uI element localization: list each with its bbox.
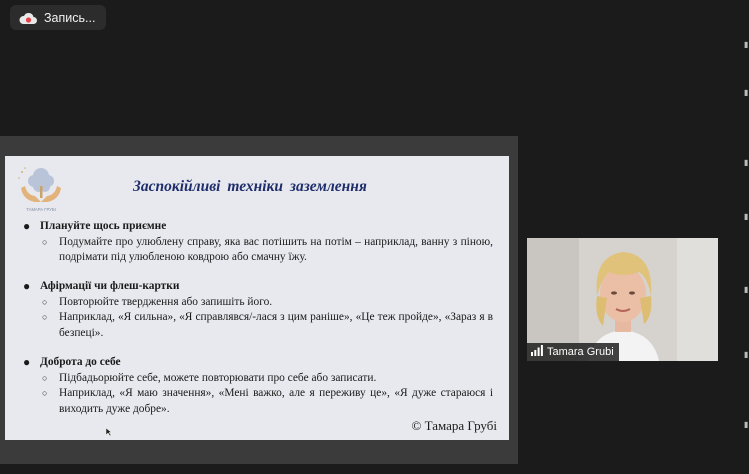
tree-hands-logo [15,162,67,216]
section-item: Наприклад, «Я маю значення», «Мені важко, але я переживу це», «Я дуже стараюся і виходить дуже добре». [59,387,493,415]
section-kindness [23,355,493,417]
bullet-icon: ● [23,355,31,369]
presentation-slide [5,156,509,440]
clipped-edge-content: ▮ ▮ ▮ ▮ ▮ ▮ ▮ [744,40,749,429]
section-affirmations [23,279,493,341]
screen-share-area [0,136,518,464]
bullet-icon: ● [23,279,31,293]
section-item: Подумайте про улюблену справу, яка вас потішить на потім – наприклад, ванну з піною, подрімати під улюбленою ковдрою або смачну їжу. [59,235,493,263]
participant-name: Tamara Grubi [547,346,614,358]
section-item: Наприклад, «Я сильна», «Я справлявся/-лася з цим раніше», «Це теж пройде», «Зараз я в безпеці». [59,311,493,339]
slide-copyright: © Тамара Грубі [411,418,497,433]
section-title: Доброта до себе [40,356,121,368]
svg-text:ТАМАРА ГРУБІ: ТАМАРА ГРУБІ [26,207,56,212]
section-item: Повторюйте твердження або запишіть його. [59,295,273,308]
signal-bars-icon [531,345,543,359]
circle-bullet-icon: ○ [42,388,48,398]
circle-bullet-icon: ○ [42,372,48,383]
section-plan [23,219,493,266]
bullet-icon: ● [23,219,31,233]
mouse-cursor-icon [106,428,112,436]
circle-bullet-icon: ○ [42,296,48,307]
section-title: Афірмації чи флеш-картки [40,280,180,292]
circle-bullet-icon: ○ [42,312,48,322]
participant-name-tag [527,343,619,361]
cloud-recording-icon [18,11,38,25]
recording-indicator[interactable] [10,5,106,30]
section-item: Підбадьорюйте себе, можете повторювати про себе або записати. [59,371,377,384]
participant-video-tile[interactable] [527,238,718,361]
circle-bullet-icon: ○ [42,236,48,247]
recording-label: Запись... [44,10,96,25]
section-title: Плануйте щось приємне [40,220,167,232]
slide-title: Заспокійливі техніки заземлення [133,178,367,195]
